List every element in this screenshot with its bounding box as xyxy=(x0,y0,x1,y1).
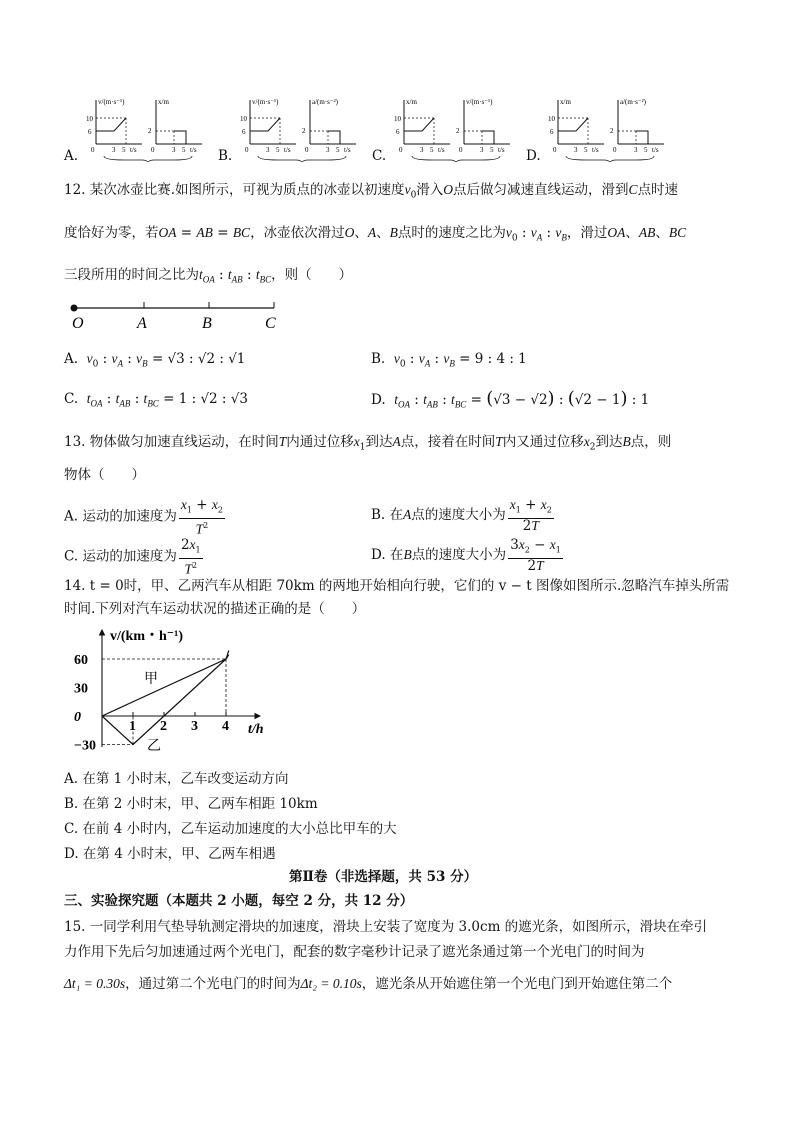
section-3-heading: 三、实验探究题（本题共 2 小题，每空 2 分，共 12 分） xyxy=(64,893,414,909)
q11-a-left-graph xyxy=(86,98,142,154)
svg-text:3: 3 xyxy=(420,146,424,154)
q14-option-c[interactable]: C. 在前 4 小时内，乙车运动加速度的大小总比甲车的大 xyxy=(64,821,397,837)
point-b-label: B xyxy=(202,315,212,332)
q15-line-1: 15. 一同学利用气垫导轨测定滑块的加速度，滑块上安装了宽度为 3.0cm 的遮光条，如图所示，滑块在牵引 xyxy=(64,919,708,935)
q13-option-d[interactable]: D. 在B点的速度大小为 $\frac{3x_2 - x_1}{2T}$ xyxy=(371,537,561,574)
q12-option-a[interactable]: A. $v_0$ : $v_A$ : $v_B = √3$ : √2 : √1 xyxy=(64,351,246,370)
q13-option-c[interactable]: C. 运动的加速度为 $\frac{2x_1}{T^2}$ xyxy=(64,537,201,577)
svg-text:5: 5 xyxy=(276,146,280,154)
q11-option-b-letter[interactable]: B. xyxy=(218,148,233,164)
svg-text:a/(m·s⁻²): a/(m·s⁻²) xyxy=(620,98,647,106)
y-axis-label: v/(km・h⁻¹) xyxy=(110,629,184,644)
svg-text:5: 5 xyxy=(430,146,434,154)
svg-text:5: 5 xyxy=(644,146,648,154)
x-tick-label: 2 xyxy=(160,719,167,734)
svg-text:0: 0 xyxy=(151,146,155,154)
svg-text:x/m: x/m xyxy=(406,98,417,106)
svg-text:0: 0 xyxy=(613,146,617,154)
svg-text:3: 3 xyxy=(172,146,176,154)
series-yi-label: 乙 xyxy=(147,739,161,754)
svg-text:6: 6 xyxy=(550,128,554,136)
q11-a-right-graph xyxy=(148,98,202,154)
section-2-title: 第Ⅱ卷（非选择题，共 53 分） xyxy=(289,869,478,885)
point-c-label: C xyxy=(265,315,276,332)
svg-text:5: 5 xyxy=(182,146,186,154)
q12-line-3: 三段所用的时间之比为$t_{OA}$ : $t_{AB}$ : $t_{BC}$，则（ ） xyxy=(64,267,353,285)
q11-option-c-graphs xyxy=(392,94,512,162)
x-axis-label: t/h xyxy=(248,722,264,737)
svg-text:t/s: t/s xyxy=(190,146,197,154)
svg-text:0: 0 xyxy=(553,146,557,154)
x-tick-label: 4 xyxy=(222,719,229,734)
series-jia-label: 甲 xyxy=(144,672,158,687)
svg-text:t/s: t/s xyxy=(284,146,291,154)
svg-text:5: 5 xyxy=(122,146,126,154)
svg-text:3: 3 xyxy=(574,146,578,154)
svg-text:t/s: t/s xyxy=(498,146,505,154)
q11-option-a-letter[interactable]: A. xyxy=(64,148,79,164)
q11-option-c-letter[interactable]: C. xyxy=(372,148,387,164)
svg-text:0: 0 xyxy=(305,146,309,154)
svg-text:10: 10 xyxy=(86,115,93,123)
svg-text:10: 10 xyxy=(394,115,401,123)
q13-line-1: 13. 物体做匀加速直线运动，在时间T内通过位移$x_1$到达A点，接着在时间T内又通过位移$x_2$到达B点，则 xyxy=(64,434,672,453)
svg-text:5: 5 xyxy=(584,146,588,154)
q14-option-d[interactable]: D. 在第 4 小时末，甲、乙两车相遇 xyxy=(64,846,276,862)
y-tick-label: 0 xyxy=(74,710,81,725)
svg-text:2: 2 xyxy=(610,127,614,135)
svg-text:v/(m·s⁻¹): v/(m·s⁻¹) xyxy=(466,98,493,106)
svg-text:x/m: x/m xyxy=(560,98,571,106)
svg-text:3: 3 xyxy=(112,146,116,154)
svg-text:0: 0 xyxy=(399,146,403,154)
q12-track-diagram xyxy=(64,296,294,334)
svg-text:3: 3 xyxy=(266,146,270,154)
svg-text:t/s: t/s xyxy=(438,146,445,154)
q15-line-2: 力作用下先后匀加速通过两个光电门，配套的数字毫秒计记录了遮光条通过第一个光电门的时间为 xyxy=(64,944,645,960)
svg-text:t/s: t/s xyxy=(130,146,137,154)
q11-option-a-graphs xyxy=(84,94,204,162)
svg-text:2: 2 xyxy=(148,127,152,135)
y-tick-label: 60 xyxy=(74,653,88,668)
q14-option-b[interactable]: B. 在第 2 小时末，甲、乙两车相距 10km xyxy=(64,796,318,812)
q11-a-left-ylabel: v/(m·s⁻¹) xyxy=(98,98,125,106)
svg-text:v/(m·s⁻¹): v/(m·s⁻¹) xyxy=(252,98,279,106)
svg-text:2: 2 xyxy=(302,127,306,135)
q12-option-b[interactable]: B. $v_0$ : $v_A$ : $v_B = 9$ : 4 : 1 xyxy=(371,351,527,370)
q11-option-d-graphs xyxy=(546,94,666,162)
y-tick-label: 30 xyxy=(74,681,88,697)
x-tick-label: 1 xyxy=(129,719,136,734)
series-line-jia xyxy=(102,655,229,716)
q13-option-b[interactable]: B. 在A点的速度大小为 $\frac{x_1 + x_2}{2T}$ xyxy=(371,497,552,534)
svg-text:10: 10 xyxy=(548,115,555,123)
q12-option-c[interactable]: C. $t_{OA}$ : $t_{AB}$ : $t_{BC} = 1$ : √2 : √3 xyxy=(64,391,248,409)
svg-text:a/(m·s⁻²): a/(m·s⁻²) xyxy=(312,98,339,106)
svg-text:x/m: x/m xyxy=(158,98,169,106)
q14-line-1: 14. t = 0时，甲、乙两汽车从相距 70km 的两地开始相向行驶，它们的 v − t 图像如图所示.忽略汽车掉头所需 xyxy=(64,578,730,594)
x-tick-label: 3 xyxy=(191,719,198,734)
svg-text:0: 0 xyxy=(459,146,463,154)
svg-text:3: 3 xyxy=(326,146,330,154)
svg-text:t/s: t/s xyxy=(652,146,659,154)
q12-line-2: 度恰好为零，若OA = AB = BC，冰壶依次滑过O、A、B点时的速度之比为$v_0$ : $v_A$ : $v_B$，滑过OA、AB、BC xyxy=(64,225,687,244)
q11-option-d-letter[interactable]: D. xyxy=(526,148,541,164)
svg-text:5: 5 xyxy=(490,146,494,154)
svg-text:3: 3 xyxy=(634,146,638,154)
q12-line-1: 12. 某次冰壶比赛.如图所示，可视为质点的冰壶以初速度$v_0$滑入O点后做匀减速直线运动，滑到C点时速 xyxy=(64,182,679,201)
q14-vt-graph xyxy=(60,622,280,757)
q12-option-d[interactable]: D. $t_{OA}$ : $t_{AB}$ : $t_{BC} = (√3 - √2)$ : (√2 − 1) : 1 xyxy=(371,388,650,410)
q13-line-2: 物体（ ） xyxy=(64,467,145,483)
q14-option-a[interactable]: A. 在第 1 小时末，乙车改变运动方向 xyxy=(64,771,289,787)
svg-text:6: 6 xyxy=(88,128,92,136)
svg-text:6: 6 xyxy=(396,128,400,136)
q13-option-a[interactable]: A. 运动的加速度为 $\frac{x_1 + x_2}{T^2}$ xyxy=(64,497,223,537)
point-o-label: O xyxy=(72,315,84,332)
q15-line-3: Δt₁ = 0.30s，通过第二个光电门的时间为Δt₂ = 0.10s，遮光条从开始遮住第一个光电门到开始遮住第二个 xyxy=(64,976,673,992)
svg-text:2: 2 xyxy=(456,127,460,135)
q14-line-2: 时间.下列对汽车运动状况的描述正确的是（ ） xyxy=(64,601,366,617)
svg-text:0: 0 xyxy=(245,146,249,154)
q11-option-b-graphs xyxy=(238,94,358,162)
svg-text:5: 5 xyxy=(336,146,340,154)
point-a-label: A xyxy=(137,315,147,332)
svg-text:10: 10 xyxy=(240,115,247,123)
svg-text:6: 6 xyxy=(242,128,246,136)
svg-text:t/s: t/s xyxy=(344,146,351,154)
svg-text:t/s: t/s xyxy=(592,146,599,154)
y-tick-label: −30 xyxy=(74,738,96,754)
svg-text:3: 3 xyxy=(480,146,484,154)
svg-text:0: 0 xyxy=(91,146,95,154)
